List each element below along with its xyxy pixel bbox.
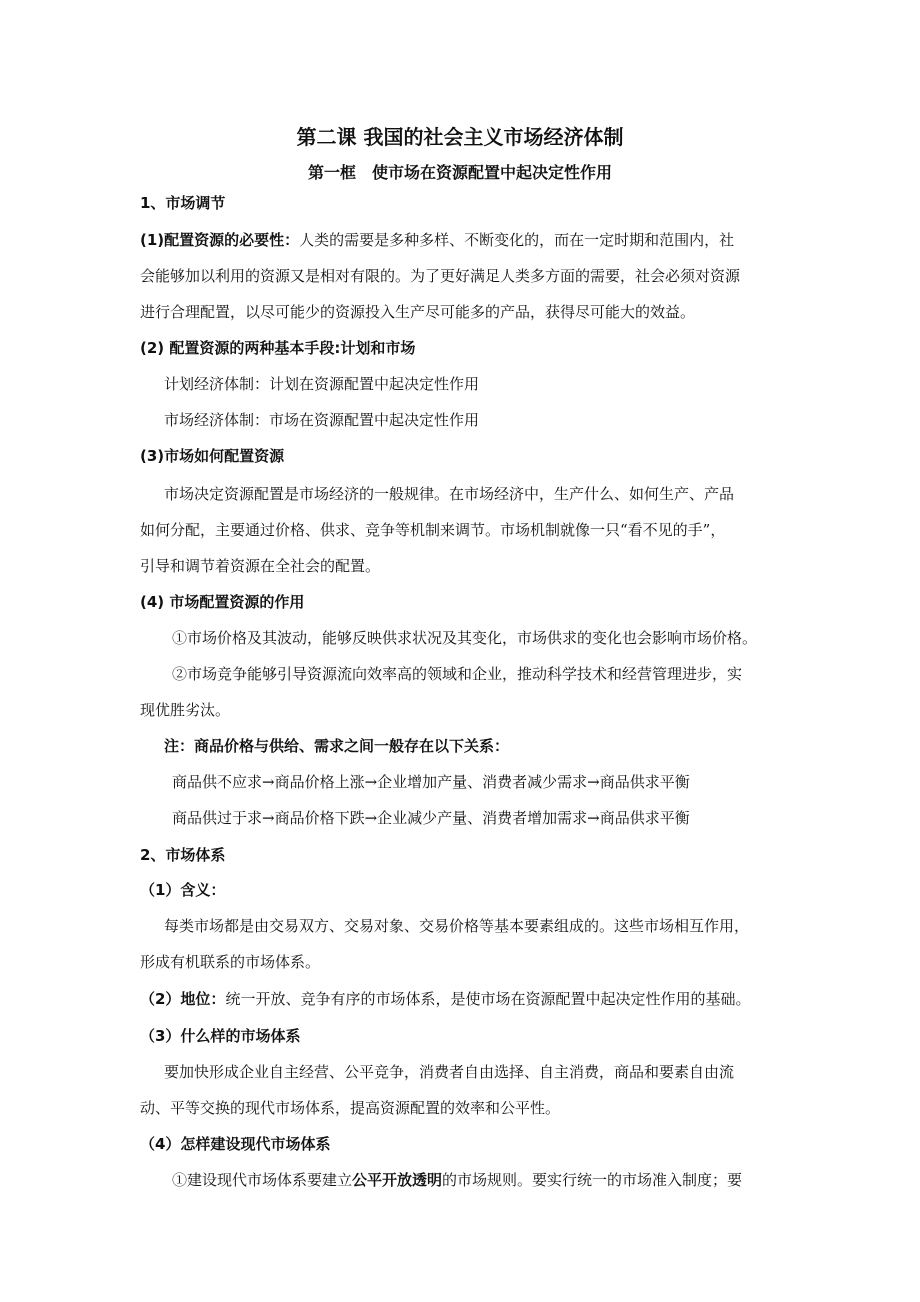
paragraph-line: 形成有机联系的市场体系。: [140, 953, 321, 971]
note-line: 商品供不应求→商品价格上涨→企业增加产量、消费者减少需求→商品供求平衡: [172, 773, 690, 791]
paragraph-line: 动、平等交换的现代市场体系，提高资源配置的效率和公平性。: [140, 1099, 561, 1117]
heading-how-market-allocates: (3)市场如何配置资源: [140, 447, 285, 465]
text: 的市场规则。要实行统一的市场准入制度；要: [442, 1171, 743, 1189]
note-line: 商品供过于求→商品价格下跌→企业减少产量、消费者增加需求→商品供求平衡: [172, 809, 690, 827]
text: 人类的需要是多种多样、不断变化的，而在一定时期和范围内，社: [299, 231, 735, 249]
heading-two-means: (2) 配置资源的两种基本手段:计划和市场: [140, 339, 416, 357]
paragraph-line: 会能够加以利用的资源又是相对有限的。为了更好满足人类多方面的需要，社会必须对资源: [140, 267, 741, 285]
paragraph-line: ①市场价格及其波动，能够反映供求状况及其变化，市场供求的变化也会影响市场价格。: [172, 629, 758, 647]
paragraph-line: 计划经济体制：计划在资源配置中起决定性作用: [164, 375, 480, 393]
heading-what-market-system: （3）什么样的市场体系: [140, 1027, 301, 1045]
page-title: 第二课 我国的社会主义市场经济体制: [296, 125, 624, 149]
paragraph-line: 要加快形成企业自主经营、公平竞争，消费者自由选择、自主消费，商品和要素自由流: [164, 1063, 735, 1081]
label-status: （2）地位：: [140, 990, 226, 1008]
emphasis-text: 公平开放透明: [352, 1171, 443, 1189]
paragraph-line: ②市场竞争能够引导资源流向效率高的领域和企业，推动科学技术和经营管理进步，实: [172, 665, 743, 683]
heading-meaning: （1）含义：: [140, 881, 226, 899]
paragraph-line: [172, 1170, 742, 1190]
paragraph-line: [140, 230, 734, 250]
paragraph-line: 如何分配，主要通过价格、供求、竞争等机制来调节。市场机制就像一只“看不见的手”，: [140, 521, 726, 539]
paragraph-line: 进行合理配置，以尽可能少的资源投入生产尽可能多的产品，获得尽可能大的效益。: [140, 303, 696, 321]
paragraph-line: 市场决定资源配置是市场经济的一般规律。在市场经济中，生产什么、如何生产、产品: [164, 485, 735, 503]
heading-market-regulation: 1、市场调节: [140, 194, 226, 212]
paragraph-line: 引导和调节着资源在全社会的配置。: [140, 557, 381, 575]
note-heading: 注：商品价格与供给、需求之间一般存在以下关系：: [164, 737, 510, 755]
paragraph-line: [140, 989, 750, 1009]
heading-how-to-build: （4）怎样建设现代市场体系: [140, 1135, 331, 1153]
section-subtitle: 第一框 使市场在资源配置中起决定性作用: [307, 163, 612, 182]
paragraph-line: 现优胜劣汰。: [140, 701, 231, 719]
heading-market-system: 2、市场体系: [140, 846, 226, 864]
paragraph-line: 市场经济体制：市场在资源配置中起决定性作用: [164, 411, 480, 429]
heading-market-role: (4) 市场配置资源的作用: [140, 593, 305, 611]
text: 统一开放、竞争有序的市场体系，是使市场在资源配置中起决定性作用的基础。: [225, 990, 751, 1008]
text: ①建设现代市场体系要建立: [172, 1171, 353, 1189]
paragraph-line: 每类市场都是由交易双方、交易对象、交易价格等基本要素组成的。这些市场相互作用，: [164, 917, 750, 935]
label-necessity: (1)配置资源的必要性：: [140, 231, 300, 249]
